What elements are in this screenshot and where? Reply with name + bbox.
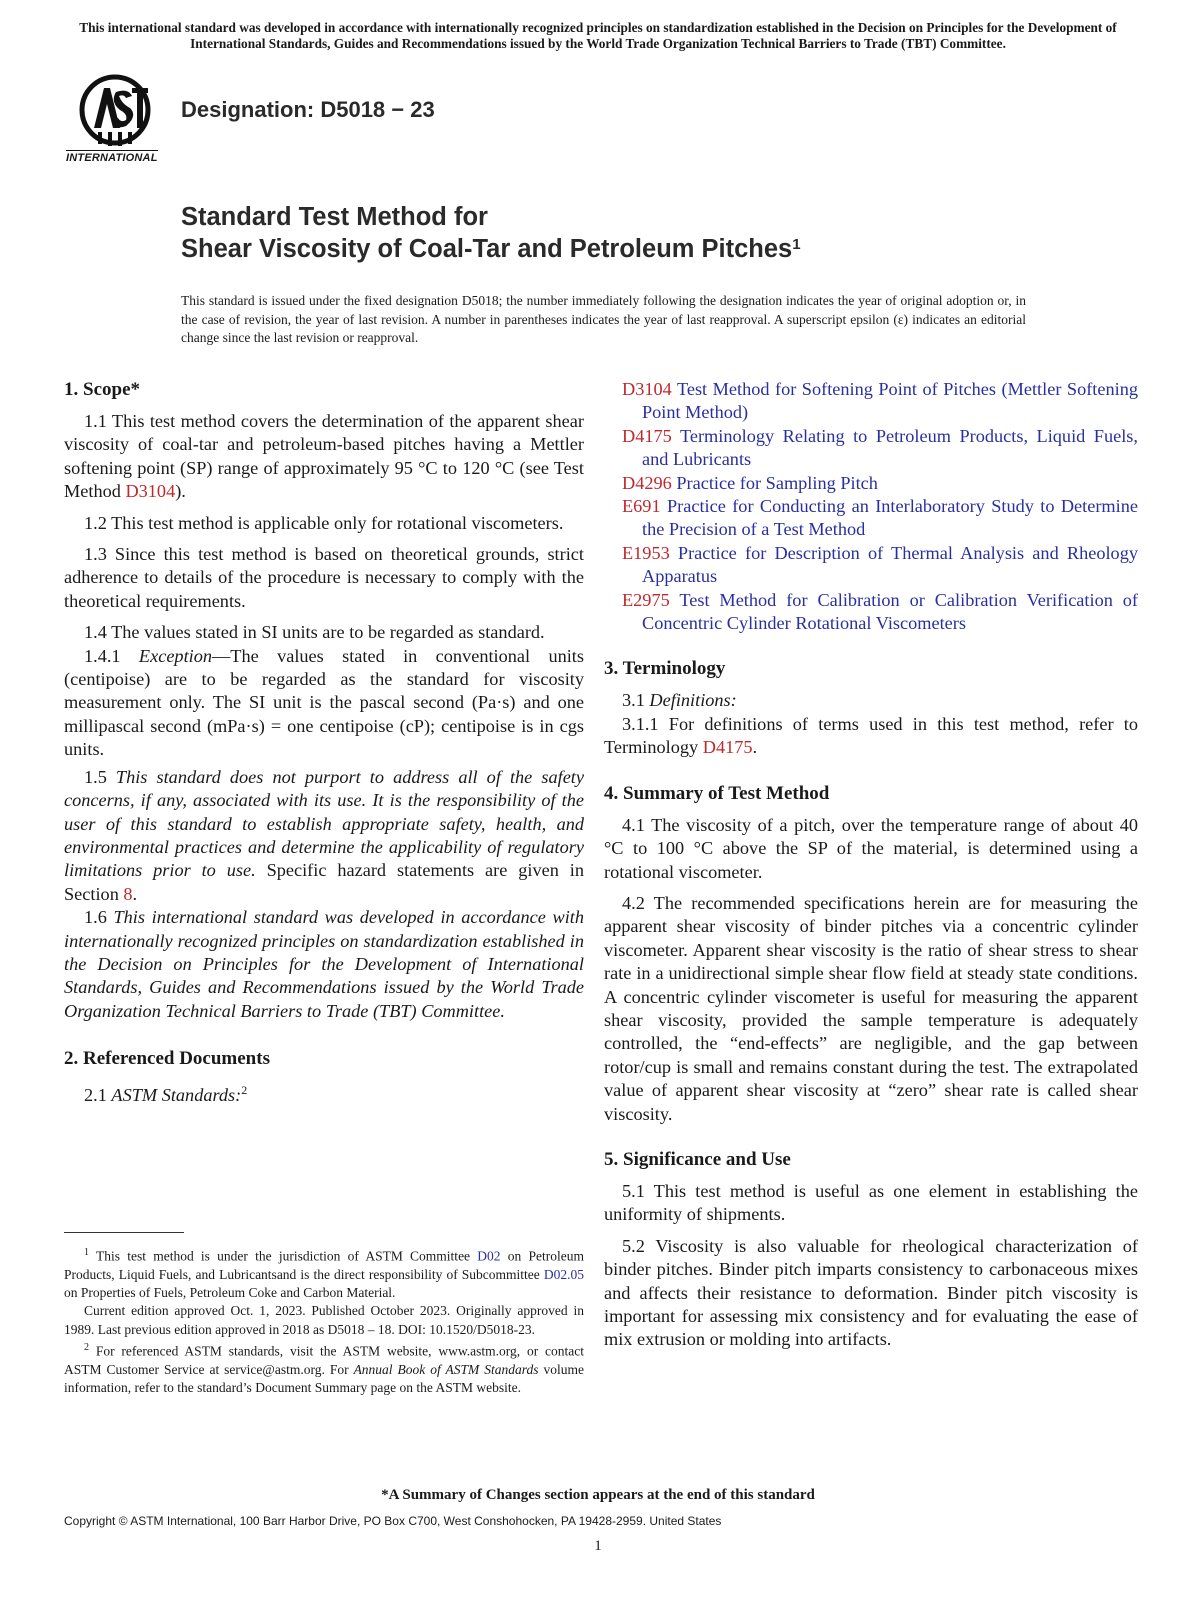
section-terminology-heading: 3. Terminology [604, 658, 726, 680]
footnotes [64, 1244, 584, 1397]
page-title [181, 201, 1081, 265]
reference-item [622, 495, 1138, 542]
reference-code-link[interactable]: D4296 [622, 472, 672, 493]
title-footnote-mark: 1 [792, 236, 801, 253]
para-3-1: 3.1 Definitions: [622, 690, 737, 711]
para-4-2: 4.2 The recommended specifications herein are for measuring the apparent shear viscosity of binder pitches via a concentric cylinder viscometer. Apparent shear viscosity is the ratio of shear stress to shear rate in a unidirectional simple shear flow field at steady state conditions. A concentric cylinder viscometer is useful for measuring the apparent shear viscosity, provided the sample temperature is adequately controlled, the “end-effects” are negligible, and the gap between rotor/cup is small and remains constant during the test. The extrapolated value of apparent shear viscosity at “zero” shear rate is called shear viscosity. [604, 892, 1138, 1124]
reference-code-link[interactable]: D4175 [622, 425, 672, 446]
reference-item [622, 378, 1138, 425]
top-banner: This international standard was developed in accordance with internationally recognized principles on standardization established in the Decision on Principles for the Development of International Standards, Guides and Recommendations issued by the World Trade Organization Technical Barriers to Trade (TBT) Committee. [79, 20, 1117, 51]
reference-title-link[interactable]: Test Method for Softening Point of Pitches (Mettler Softening Point Method) [642, 379, 1138, 423]
link-d3104[interactable]: D3104 [125, 481, 176, 502]
para-1-5: 1.5 This standard does not purport to address all of the safety concerns, if any, associated with its use. It is the responsibility of the user of this standard to establish appropriate safety, health, and environmental practices and determine the applicability of regulatory limitations prior to use. Specific hazard statements are given in Section 8. [64, 766, 584, 904]
reference-code-link[interactable]: E691 [622, 496, 661, 517]
link-section-8[interactable]: 8 [123, 883, 133, 904]
para-2-1: 2.1 ASTM Standards:$^2$ [84, 1083, 248, 1106]
right-column [604, 378, 1138, 1352]
reference-code-link[interactable]: E2975 [622, 589, 670, 610]
reference-item [622, 425, 1138, 472]
link-d02-05[interactable]: D02.05 [543, 1266, 584, 1282]
title-line-2: Shear Viscosity of Coal-Tar and Petroleum Pitches$^1$ [181, 235, 801, 263]
designation: Designation: D5018 − 23 [181, 97, 435, 122]
reference-title-link[interactable]: Test Method for Calibration or Calibration Verification of Concentric Cylinder Rotational Viscometers [642, 589, 1138, 634]
para-4-1: 4.1 The viscosity of a pitch, over the temperature range of about 40 °C to 100 °C above the SP of the material, is determined using a rotational viscometer. [604, 814, 1138, 882]
reference-title-link[interactable]: Terminology Relating to Petroleum Products, Liquid Fuels, and Lubricants [642, 425, 1138, 470]
reference-list [622, 378, 1138, 635]
section-referenced-heading: 2. Referenced Documents [64, 1048, 270, 1070]
reference-title-link[interactable]: Practice for Sampling Pitch [676, 472, 878, 493]
para-5-1: 5.1 This test method is useful as one element in establishing the uniformity of shipments. [604, 1180, 1138, 1225]
issued-note: This standard is issued under the fixed designation D5018; the number immediately following the designation indicates the year of original adoption or, in the case of revision, the year of last revision. A number in parentheses indicates the year of last reapproval. A superscript epsilon (ε) indicates an editorial change since the last revision or reapproval. [181, 293, 1026, 345]
para-1-6: 1.6 This international standard was developed in accordance with internationally recognized principles on standardization established in the Decision on Principles for the Development of International Standards, Guides and Recommendations issued by the World Trade Organization Technical Barriers to Trade (TBT) Committee. [64, 907, 585, 1021]
reference-code-link[interactable]: D3104 [622, 379, 672, 399]
copyright: Copyright © ASTM International, 100 Barr Harbor Drive, PO Box C700, West Conshohocken, PA 19428-2959. United States [64, 1514, 722, 1528]
title-line-1: Standard Test Method for [181, 203, 488, 231]
para-1-1: 1.1 This test method covers the determination of the apparent shear viscosity of coal-tar and petroleum-based pitches having a Mettler softening point (SP) range of approximately 95 °C to 120 °C (see Test Method D3104). [64, 411, 584, 502]
reference-title-link[interactable]: Practice for Description of Thermal Analysis and Rheology Apparatus [642, 542, 1138, 587]
section-significance-heading: 5. Significance and Use [604, 1148, 791, 1170]
logo-text: INTERNATIONAL [66, 152, 158, 164]
page-number: 1 [594, 1538, 602, 1554]
astm-logo [64, 70, 166, 166]
para-1-4: 1.4 The values stated in SI units are to be regarded as standard. [84, 622, 545, 643]
footnote-1: $^1$ This test method is under the jurisdiction of ASTM Committee D02 on Petroleum Products, Liquid Fuels, and Lubricantsand is the direct responsibility of Subcommittee D02.05 on Properties of Fuels, Petroleum Coke and Carbon Material. [64, 1247, 584, 1301]
para-5-2: 5.2 Viscosity is also valuable for rheological characterization of binder pitches. Binder pitch imparts consistency to carbonaceous mixes and affects their resistance to deformation. Binder pitch viscosity is important for assessing mix consistency and for evaluating the ease of mix extrusion or molding into artifacts. [604, 1235, 1138, 1350]
section-summary-heading: 4. Summary of Test Method [604, 782, 830, 804]
para-3-1-1: 3.1.1 For definitions of terms used in this test method, refer to Terminology D4175. [604, 713, 1138, 758]
reference-code-link[interactable]: E1953 [622, 542, 670, 563]
link-d02[interactable]: D02 [477, 1248, 501, 1264]
para-1-4-1: 1.4.1 Exception—The values stated in conventional units (centipoise) are to be regarded as the standard for viscosity measurement only. The SI unit is the pascal second (Pa·s) and one millipascal second (mPa·s) = one centipoise (cP); centipoise is in cgs units. [64, 645, 584, 760]
footnote-divider [64, 1232, 184, 1233]
reference-item [622, 542, 1138, 589]
reference-title-link[interactable]: Practice for Conducting an Interlaboratory Study to Determine the Precision of a Test Method [642, 496, 1138, 540]
section-scope-heading: 1. Scope* [64, 379, 140, 400]
footnote-1-edition: Current edition approved Oct. 1, 2023. Published October 2023. Originally approved in 1989. Last previous edition approved in 2018 as D5018 – 18. DOI: 10.1520/D5018-23. [64, 1303, 584, 1337]
left-column [64, 378, 584, 1108]
para-1-2: 1.2 This test method is applicable only for rotational viscometers. [84, 512, 564, 533]
link-d4175[interactable]: D4175 [702, 737, 753, 758]
footnote-2: $^2$ For referenced ASTM standards, visit the ASTM website, www.astm.org, or contact ASTM Customer Service at service@astm.org. For Annual Book of ASTM Standards volume information, refer to the standard’s Document Summary page on the ASTM website. [64, 1341, 584, 1396]
summary-of-changes-note: *A Summary of Changes section appears at the end of this standard [381, 1487, 815, 1503]
para-1-3: 1.3 Since this test method is based on theoretical grounds, strict adherence to details of the procedure is necessary to comply with the theoretical requirements. [64, 544, 584, 611]
reference-item [622, 589, 1138, 636]
reference-item [622, 472, 1138, 495]
